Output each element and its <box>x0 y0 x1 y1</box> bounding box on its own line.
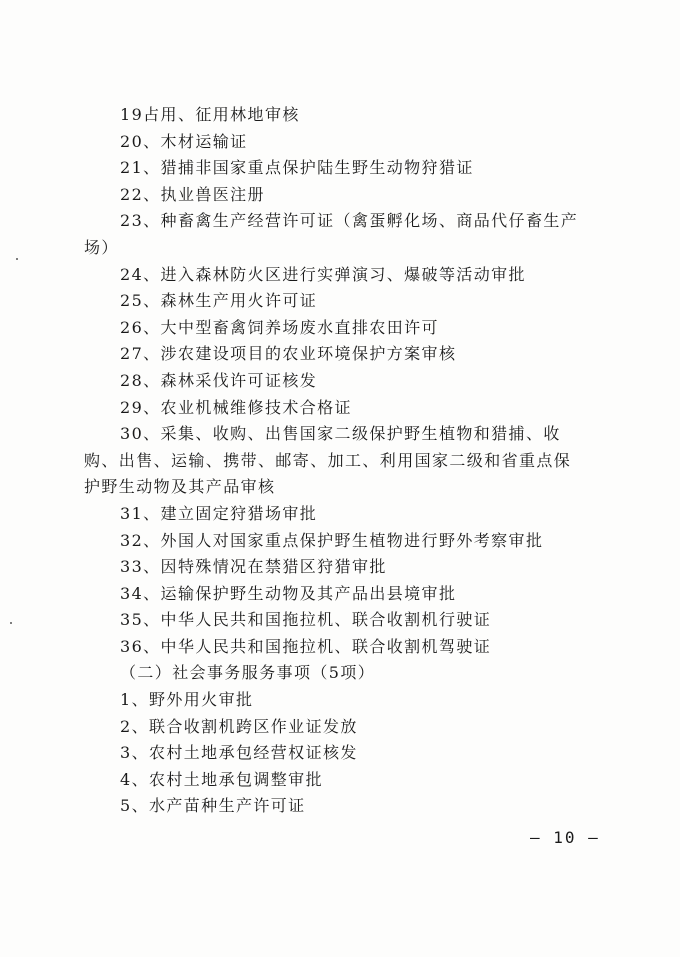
list-item-continuation: 场） <box>84 237 119 257</box>
document-body <box>84 102 604 820</box>
list-item: 21、猎捕非国家重点保护陆生野生动物狩猎证 <box>120 158 474 178</box>
list-item: 28、森林采伐许可证核发 <box>120 370 318 390</box>
list-item: 36、中华人民共和国拖拉机、联合收割机驾驶证 <box>120 636 492 656</box>
list-item-first-line: 30、采集、收购、出售国家二级保护野生植物和猎捕、收 <box>120 424 561 444</box>
list-item: 24、进入森林防火区进行实弹演习、爆破等活动审批 <box>120 264 526 284</box>
list-item-continuation: 护野生动物及其产品审核 <box>84 477 276 497</box>
list-item: 34、运输保护野生动物及其产品出县境审批 <box>120 583 457 603</box>
section-list-item: 1、野外用火审批 <box>120 690 254 710</box>
list-item: 26、大中型畜禽饲养场废水直排农田许可 <box>120 317 439 337</box>
section-list-item: 2、联合收割机跨区作业证发放 <box>120 716 358 736</box>
scan-speck <box>10 622 12 624</box>
list-item: 33、因特殊情况在禁猎区狩猎审批 <box>120 557 387 577</box>
list-item: 31、建立固定狩猎场审批 <box>120 503 318 523</box>
list-item-first-line: 23、种畜禽生产经营许可证（禽蛋孵化场、商品代仔畜生产 <box>120 211 579 231</box>
list-item: 20、木材运输证 <box>120 131 248 151</box>
section-list-item: 5、水产苗种生产许可证 <box>120 796 306 816</box>
list-item <box>84 421 604 501</box>
list-item: 19占用、征用林地审核 <box>120 105 300 124</box>
page-number: — 10 — <box>530 828 600 847</box>
list-item: 22、执业兽医注册 <box>120 184 265 204</box>
list-item: 27、涉农建设项目的农业环境保护方案审核 <box>120 344 457 364</box>
section-list-item: 4、农村土地承包调整审批 <box>120 769 323 789</box>
scan-speck <box>16 258 18 260</box>
list-item <box>84 208 604 261</box>
list-item: 25、森林生产用火许可证 <box>120 291 318 311</box>
list-item: 32、外国人对国家重点保护野生植物进行野外考察审批 <box>120 530 544 550</box>
list-item: 29、农业机械维修技术合格证 <box>120 397 352 417</box>
section-list-item: 3、农村土地承包经营权证核发 <box>120 743 358 763</box>
list-item-continuation: 购、出售、运输、携带、邮寄、加工、利用国家二级和省重点保 <box>84 450 572 470</box>
list-item: 35、中华人民共和国拖拉机、联合收割机行驶证 <box>120 610 492 630</box>
section-heading: （二）社会事务服务事项（5项） <box>120 663 376 683</box>
